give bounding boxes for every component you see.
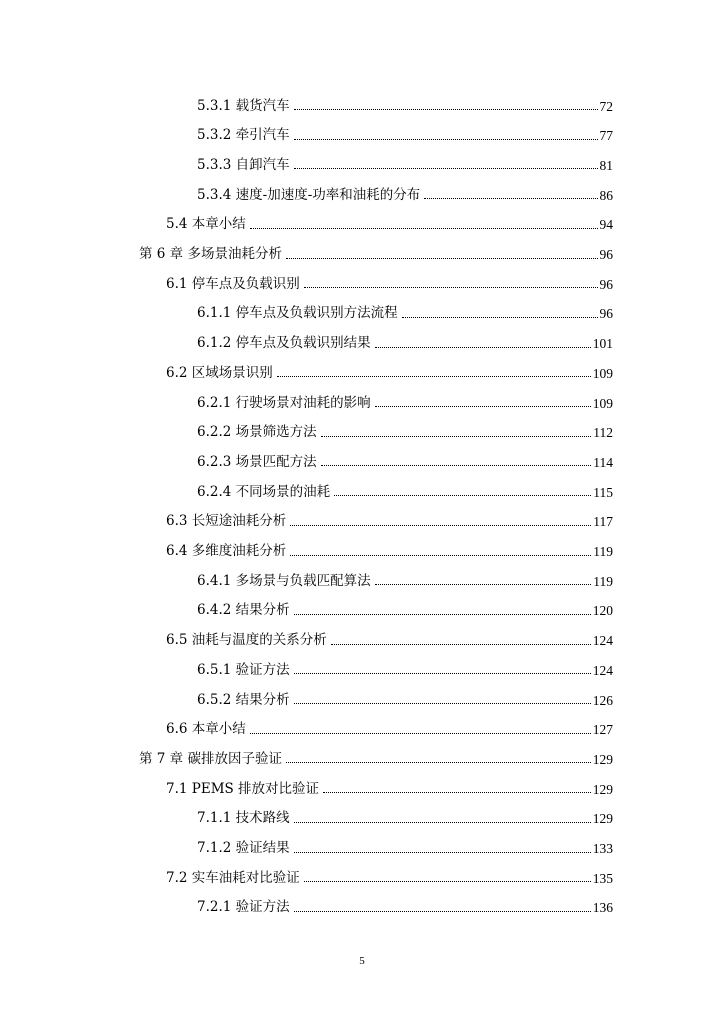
toc-entry-page: 115: [593, 484, 613, 500]
toc-dot-leader: [294, 822, 591, 823]
toc-dot-leader: [294, 109, 598, 110]
toc-entry-title: 6.6 本章小结: [166, 721, 246, 738]
toc-entry[interactable]: [166, 624, 613, 648]
toc-dot-leader: [375, 406, 591, 407]
toc-dot-leader: [290, 525, 591, 526]
toc-dot-leader: [286, 762, 591, 763]
toc-entry-title: 第 6 章 多场景油耗分析: [139, 246, 282, 262]
toc-entry-page: 101: [592, 336, 613, 352]
toc-entry-title: 5.4 本章小结: [166, 216, 246, 233]
toc-dot-leader: [250, 733, 591, 734]
toc-entry-title: 6.5.2 结果分析: [197, 691, 290, 708]
toc-entry-title: 第 7 章 碳排放因子验证: [139, 750, 282, 767]
toc-entry-page: 109: [592, 365, 613, 381]
toc-entry[interactable]: [197, 327, 613, 351]
toc-entry[interactable]: [197, 683, 613, 707]
toc-entry[interactable]: [166, 267, 613, 291]
toc-entry-page: 133: [592, 841, 613, 856]
toc-dot-leader: [375, 584, 592, 585]
toc-entry-page: 124: [592, 662, 613, 678]
toc-entry[interactable]: [197, 475, 613, 499]
toc-dot-leader: [250, 228, 598, 229]
toc-dot-leader: [375, 347, 591, 348]
toc-dot-leader: [321, 465, 592, 466]
toc-entry-page: 119: [593, 544, 613, 559]
toc-entry-title: 6.4.2 结果分析: [197, 602, 290, 619]
toc-entry[interactable]: [166, 713, 613, 737]
toc-dot-leader: [402, 317, 598, 318]
toc-entry-page: 136: [592, 900, 613, 916]
toc-entry[interactable]: [197, 89, 613, 113]
toc-dot-leader: [424, 198, 597, 199]
toc-entry-page: 126: [592, 692, 613, 708]
toc-entry-title: 6.3 长短途油耗分析: [166, 513, 287, 530]
toc-entry[interactable]: [197, 832, 613, 856]
toc-entry[interactable]: [197, 802, 613, 826]
toc-entry[interactable]: [197, 564, 613, 588]
toc-dot-leader: [290, 555, 591, 556]
toc-entry[interactable]: [197, 416, 613, 440]
toc-entry-title: 5.3.4 速度-加速度-功率和油耗的分布: [197, 186, 421, 203]
toc-entry[interactable]: [197, 178, 613, 202]
toc-entry[interactable]: [166, 505, 613, 529]
toc-entry-page: 129: [592, 751, 613, 767]
toc-dot-leader: [294, 168, 598, 169]
toc-entry-page: 127: [592, 722, 613, 738]
toc-dot-leader: [304, 881, 591, 882]
toc-entry-title: 6.1 停车点及负载识别: [166, 275, 300, 292]
toc-dot-leader: [323, 792, 591, 793]
toc-entry-title: 6.2 区域场景识别: [166, 364, 273, 381]
toc-dot-leader: [294, 673, 591, 674]
toc-dot-leader: [321, 436, 592, 437]
toc-entry-page: 129: [592, 811, 613, 827]
toc-dot-leader: [277, 376, 591, 377]
toc-entry-title: 5.3.1 载货汽车: [197, 97, 290, 114]
toc-entry-page: 96: [599, 306, 613, 322]
toc-entry-page: 124: [592, 633, 613, 649]
toc-entry-title: 6.2.2 场景筛选方法: [197, 424, 317, 441]
toc-dot-leader: [294, 703, 591, 704]
toc-entry-page: 120: [592, 603, 613, 619]
toc-dot-leader: [294, 911, 591, 912]
toc-entry[interactable]: [166, 772, 613, 796]
toc-entry[interactable]: [166, 861, 613, 885]
toc-entry-title: 7.1 PEMS 排放对比验证: [166, 780, 320, 797]
toc-entry[interactable]: [166, 208, 613, 232]
page-number: 5: [359, 955, 365, 967]
toc-dot-leader: [304, 287, 598, 288]
toc-entry[interactable]: [197, 148, 613, 172]
toc-entry-title: 6.2.1 行驶场景对油耗的影响: [197, 394, 371, 411]
toc-entry-title: 6.4.1 多场景与负载匹配算法: [197, 572, 371, 589]
toc-dot-leader: [334, 495, 591, 496]
toc-entry[interactable]: [197, 445, 613, 469]
toc-entry[interactable]: [197, 119, 613, 143]
toc-entry-title: 6.4 多维度油耗分析: [166, 543, 287, 559]
toc-entry-page: 77: [599, 128, 613, 144]
toc-entry-title: 7.2 实车油耗对比验证: [166, 869, 300, 886]
toc-entry-page: 72: [599, 98, 613, 114]
toc-entry[interactable]: [139, 238, 613, 262]
toc-entry-title: 6.1.2 停车点及负载识别结果: [197, 335, 371, 352]
toc-entry-title: 6.1.1 停车点及负载识别方法流程: [197, 305, 398, 322]
toc-entry[interactable]: [197, 386, 613, 410]
toc-entry[interactable]: [197, 891, 613, 915]
toc-entry-title: 5.3.2 牵引汽车: [197, 127, 290, 144]
toc-dot-leader: [294, 139, 598, 140]
toc-entry[interactable]: [197, 297, 613, 321]
toc-entry[interactable]: [197, 653, 613, 677]
toc-entry-title: 6.2.4 不同场景的油耗: [197, 483, 331, 500]
toc-dot-leader: [286, 258, 598, 259]
toc-entry-title: 7.1.2 验证结果: [197, 840, 290, 856]
toc-entry-page: 81: [599, 157, 613, 173]
toc-entry-page: 109: [592, 395, 613, 411]
toc-dot-leader: [294, 614, 591, 615]
toc-dot-leader: [294, 852, 591, 853]
toc-entry-title: 6.5.1 验证方法: [197, 661, 290, 678]
toc-entry-page: 135: [592, 870, 613, 886]
toc-entry-title: 7.2.1 验证方法: [197, 899, 290, 916]
toc-entry[interactable]: [166, 356, 613, 380]
toc-entry-page: 119: [593, 573, 613, 589]
toc-dot-leader: [331, 644, 591, 645]
toc-entry-title: 7.1.1 技术路线: [197, 810, 290, 827]
toc-entry-page: 114: [593, 454, 613, 470]
toc-entry-title: 6.5 油耗与温度的关系分析: [166, 632, 327, 649]
toc-entry-title: 6.2.3 场景匹配方法: [197, 453, 317, 470]
toc-entry-page: 117: [593, 514, 613, 530]
toc-entry-page: 86: [599, 187, 613, 203]
toc-entry-page: 129: [592, 781, 613, 797]
toc-entry-page: 112: [593, 425, 613, 441]
toc-entry-page: 96: [599, 247, 613, 262]
toc-entry-title: 5.3.3 自卸汽车: [197, 156, 290, 173]
toc-entry[interactable]: [166, 535, 613, 559]
toc-entry[interactable]: [197, 594, 613, 618]
toc-entry[interactable]: [139, 742, 613, 766]
toc-entry-page: 94: [599, 217, 613, 233]
toc-entry-page: 96: [599, 276, 613, 292]
